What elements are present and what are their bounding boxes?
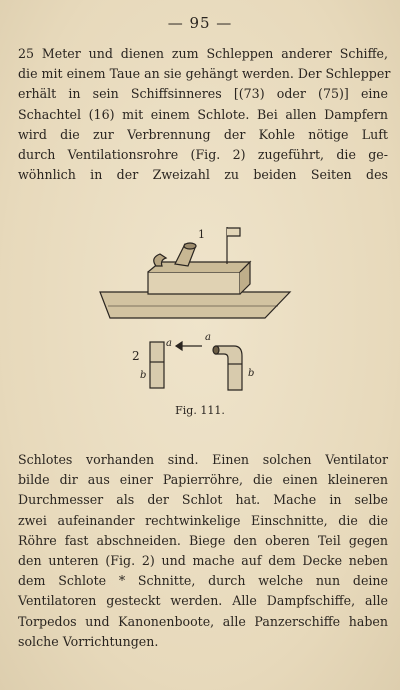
- text-line: Ventilatoren gesteckt werden. Alle Dampfschiffe, alle: [18, 593, 388, 609]
- text-line: wird die zur Verbrennung der Kohle nötige Luft: [18, 126, 388, 142]
- figure-caption: Fig. 111.: [175, 404, 225, 417]
- text-line: Röhre fast abschneiden. Biege den oberen Teil gegen: [18, 532, 388, 548]
- text-line: Durchmesser als der Schlot hat. Mache in selbe: [18, 492, 388, 508]
- boat-drawing: [100, 227, 290, 318]
- text-line: durch Ventilationsrohre (Fig. 2) zugeführt, die ge-: [18, 147, 388, 163]
- text-line: zwei aufeinander rechtwinkelige Einschnitte, die die: [18, 512, 388, 528]
- text-line: bilde dir aus einer Papierröhre, die einen kleineren: [18, 472, 388, 488]
- text-line: 25 Meter und dienen zum Schleppen anderer Schiffe,: [18, 46, 388, 61]
- paragraph-bottom: [18, 450, 388, 652]
- figure-label-1: 1: [198, 228, 205, 241]
- text-line: den unteren (Fig. 2) und mache auf dem Decke neben: [18, 553, 388, 569]
- figure-label-2: 2: [132, 349, 140, 363]
- text-line: Schachtel (16) mit einem Schlote. Bei allen Dampfern: [18, 106, 388, 122]
- text-line: dem Schlote * Schnitte, durch welche nun deine: [18, 573, 388, 589]
- paragraph-top: [18, 44, 391, 185]
- figure-illustration: [90, 222, 310, 422]
- text-line: Torpedos und Kanonenboote, alle Panzerschiffe haben: [18, 613, 388, 629]
- ventilator-drawing: [150, 342, 242, 390]
- text-line: erhält in sein Schiffsinneres [(73) oder (75)] eine: [18, 86, 388, 102]
- text-line: solche Vorrichtungen.: [18, 633, 159, 649]
- text-line: wöhnlich in der Zweizahl zu beiden Seiten des: [18, 167, 388, 183]
- figure-label-a-right: a: [205, 332, 211, 343]
- text-line: Schlotes vorhanden sind. Einen solchen Ventilator: [18, 452, 388, 467]
- figure-label-b-left: b: [140, 370, 147, 381]
- figure-label-b-right: b: [248, 368, 255, 379]
- text-line: die mit einem Taue an sie gehängt werden. Der Schlepper: [18, 66, 391, 82]
- figure-label-a-left: a: [166, 338, 172, 349]
- page-number: — 95 —: [167, 14, 233, 32]
